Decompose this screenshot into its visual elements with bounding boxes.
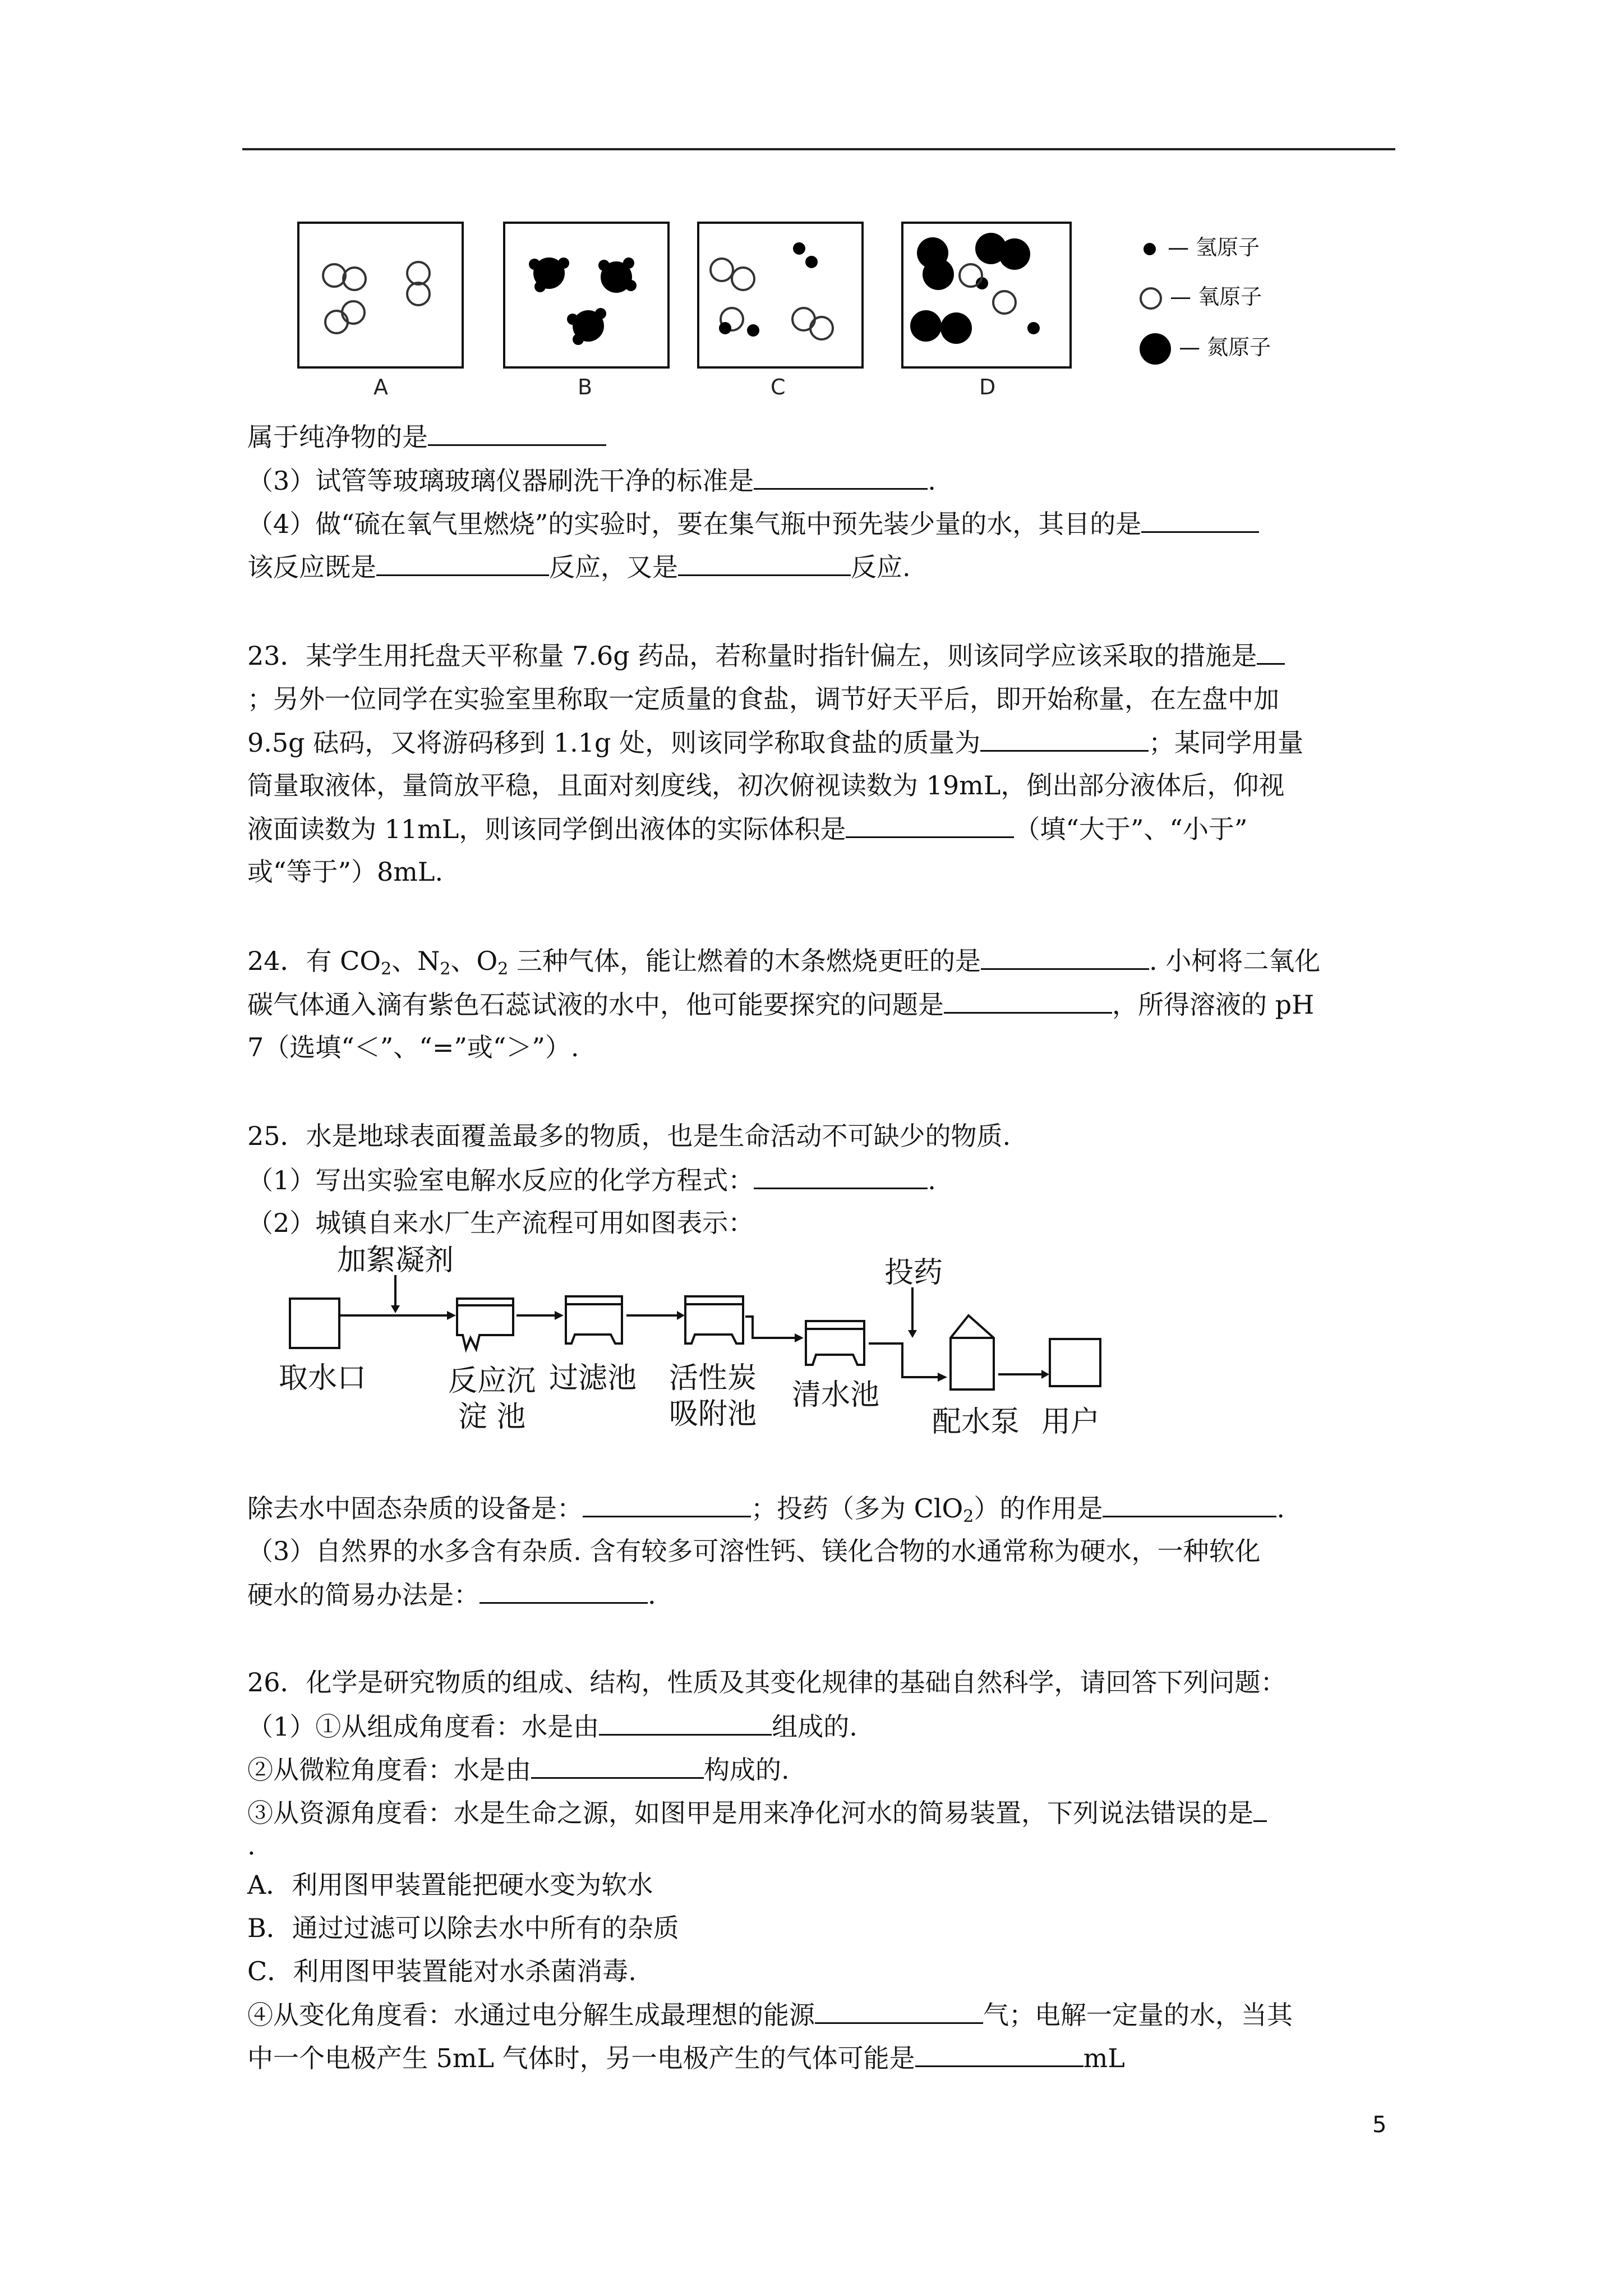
user-label: 用户	[1041, 1405, 1100, 1439]
q24-line2: 碳气体通入滴有紫色石蕊试液的水中，他可能要探究的问题是 ，所得溶液的 pH	[247, 987, 1314, 1022]
label-c: C	[771, 375, 786, 399]
answer-blank[interactable]	[915, 2041, 1083, 2067]
box-a-molecules	[299, 224, 462, 366]
q23-line3: 9.5g 砝码，又将游码移到 1.1g 处，则该同学称取食盐的质量为 ；某同学用量	[247, 725, 1303, 760]
molecule-figure	[297, 219, 1357, 409]
sedimentation-label: 反应沉 淀 池	[448, 1364, 536, 1434]
q26-option-a: A．利用图甲装置能把硬水变为软水	[247, 1870, 653, 1900]
answer-blank[interactable]	[599, 1709, 772, 1736]
q23-line1: 23．某学生用托盘天平称量 7.6g 药品，若称量时指针偏左，则该同学应该采取的措施是	[247, 638, 1285, 673]
answer-blank[interactable]	[815, 1998, 983, 2024]
filter-label: 过滤池	[549, 1361, 637, 1395]
answer-blank[interactable]	[1103, 1491, 1276, 1517]
q22-line1: 属于纯净物的是	[247, 420, 606, 454]
small-black-dot-icon	[1138, 238, 1161, 260]
answer-blank[interactable]	[1257, 638, 1285, 665]
answer-blank[interactable]	[428, 420, 606, 446]
q26-option-b: B．通过过滤可以除去水中所有的杂质	[247, 1913, 679, 1943]
answer-blank[interactable]	[754, 463, 928, 490]
box-b	[503, 222, 670, 369]
q23-line4: 筒量取液体，量筒放平稳，且面对刻度线，初次俯视读数为 19mL，倒出部分液体后，仰视	[247, 770, 1285, 800]
q25-line6: 硬水的简易办法是： .	[247, 1577, 656, 1612]
q24-line1: 24．有 $CO_2$、$N_2$、$O_2$ 三种气体，能让燃着的木条燃烧更旺的是 . 小柯将二氧化	[247, 944, 1320, 978]
header-rule	[242, 148, 1395, 150]
q26-line6: ④从变化角度看：水通过电分解生成最理想的能源 气；电解一定量的水，当其	[247, 1998, 1293, 2032]
water-plant-flowchart	[279, 1243, 1126, 1456]
coagulant-label: 加絮凝剂	[337, 1244, 454, 1277]
open-circle-icon	[1138, 286, 1163, 311]
box-b-molecules	[505, 224, 667, 366]
answer-blank[interactable]	[531, 1752, 704, 1779]
q25-line1: 25．水是地球表面覆盖最多的物质，也是生命活动不可缺少的物质.	[247, 1121, 1011, 1151]
intake-label: 取水口	[279, 1361, 367, 1395]
q25-line3: （2）城镇自来水厂生产流程可用如图表示：	[247, 1208, 754, 1238]
answer-blank[interactable]	[479, 1577, 648, 1604]
q23-line6: 或“等于”）8mL.	[247, 857, 444, 887]
box-d-molecules	[903, 224, 1069, 366]
pump-label: 配水泵	[932, 1405, 1020, 1439]
answer-blank[interactable]	[754, 1163, 928, 1189]
q26-line1: 26．化学是研究物质的组成、结构，性质及其变化规律的基础自然科学，请回答下列问题：	[247, 1667, 1287, 1697]
chemical-label: 投药	[884, 1256, 943, 1290]
label-b: B	[578, 375, 593, 399]
q26-line3: ②从微粒角度看：水是由 构成的.	[247, 1752, 790, 1787]
answer-blank[interactable]	[981, 944, 1149, 970]
q25-line4: 除去水中固态杂质的设备是： ；投药（多为 ClO$_2$）的作用是 .	[247, 1491, 1285, 1525]
q23-line2: ；另外一位同学在实验室里称取一定质量的食盐，调节好天平后，即开始称量，在左盘中加	[247, 684, 1279, 714]
q23-line5: 液面读数为 11mL，则该同学倒出液体的实际体积是 （填“大于”、“小于”	[247, 812, 1247, 846]
box-c	[697, 222, 864, 369]
answer-blank[interactable]	[1141, 507, 1259, 533]
clear-water-label: 清水池	[792, 1378, 880, 1412]
legend-oxygen: — 氧原子	[1138, 279, 1262, 311]
label-a: A	[374, 375, 388, 399]
q26-line2: （1）①从组成角度看：水是由 组成的.	[247, 1709, 857, 1743]
box-d	[901, 222, 1072, 369]
answer-blank[interactable]	[980, 725, 1149, 752]
q24-line3: 7（选填“＜”、“=”或“＞”）.	[247, 1032, 579, 1062]
box-c-molecules	[699, 224, 861, 366]
answer-blank[interactable]	[1253, 1796, 1267, 1822]
q22-line2: （3）试管等玻璃玻璃仪器刷洗干净的标准是 .	[247, 463, 936, 498]
label-d: D	[979, 375, 996, 399]
q22-line4: 该反应既是 反应，又是 反应.	[247, 550, 911, 584]
carbon-label: 活性炭 吸附池	[669, 1361, 757, 1431]
page-number: 5	[1372, 2112, 1387, 2138]
q25-line2: （1）写出实验室电解水反应的化学方程式： .	[247, 1163, 936, 1197]
q22-line3: （4）做“硫在氧气里燃烧”的实验时，要在集气瓶中预先装少量的水，其目的是	[247, 507, 1259, 541]
answer-blank[interactable]	[583, 1491, 751, 1517]
q26-line7: 中一个电极产生 5mL 气体时，另一电极产生的气体可能是 mL	[247, 2041, 1125, 2075]
large-black-dot-icon	[1138, 332, 1172, 366]
box-a	[297, 222, 464, 369]
answer-blank[interactable]	[376, 550, 549, 576]
q26-line4: ③从资源角度看：水是生命之源，如图甲是用来净化河水的简易装置，下列说法错误的是	[247, 1796, 1267, 1830]
q26-line5: .	[247, 1830, 256, 1861]
legend-nitrogen: — 氮原子	[1138, 330, 1271, 366]
q26-option-c: C．利用图甲装置能对水杀菌消毒.	[247, 1956, 637, 1986]
q25-line5: （3）自然界的水多含有杂质. 含有较多可溶性钙、镁化合物的水通常称为硬水，一种软化	[247, 1536, 1261, 1566]
answer-blank[interactable]	[678, 550, 851, 576]
legend-hydrogen: — 氢原子	[1138, 230, 1260, 261]
answer-blank[interactable]	[846, 812, 1014, 838]
answer-blank[interactable]	[944, 987, 1112, 1014]
